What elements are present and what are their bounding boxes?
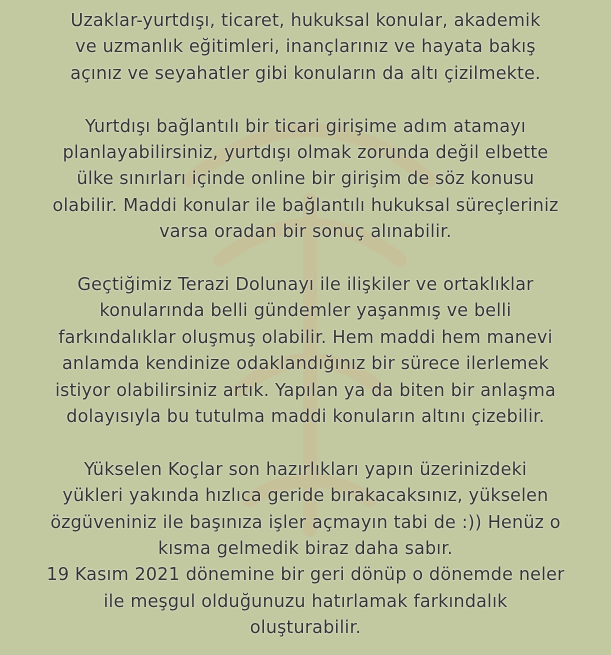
text-line: ülke sınırları içinde online bir girişim de söz konusu [76,169,535,190]
text-line: kısma gelmedik biraz daha sabır. [158,539,453,560]
text-line: Yükselen Koçlar son hazırlıkları yapın üzerinizdeki [84,459,527,480]
text-line: açınız ve seyahatler gibi konuların da altı çizilmekte. [70,63,541,84]
paragraph-spacer [0,246,611,272]
paragraph-1 [0,8,611,87]
text-line: ile meşgul olduğunuzu hatırlamak farkındalık [103,591,508,612]
text-line: konularında belli gündemler yaşanmış ve belli [99,301,512,322]
text-line: Uzaklar-yurtdışı, ticaret, hukuksal konular, akademik [70,11,541,31]
text-line: olabilir. Maddi konular ile bağlantılı hukuksal süreçleriniz [52,195,559,216]
paragraph-3 [0,272,611,430]
paragraph-spacer [0,430,611,456]
text-line: planlayabilirsiniz, yurtdışı olmak zorunda değil elbette [62,143,549,164]
text-line: yükleri yakında hızlıca geride bırakacaksınız, yükselen [62,486,549,507]
text-block [0,8,611,642]
text-line: 19 Kasım 2021 dönemine bir geri dönüp o dönemde neler [46,565,565,586]
text-line: özgüveniniz ile başınıza işler açmayın tabi de :)) Henüz o [50,512,561,533]
text-line: oluşturabilir. [249,618,362,639]
text-line: dolayısıyla bu tutulma maddi konuların altını çizebilir. [66,407,545,428]
paragraph-4 [0,457,611,642]
text-line: Geçtiğimiz Terazi Dolunayı ile ilişkiler ve ortaklıklar [77,275,534,296]
text-line: ve uzmanlık eğitimleri, inançlarınız ve hayata bakış [75,37,536,58]
text-line: farkındalıklar oluşmuş olabilir. Hem maddi hem manevi [58,327,553,348]
paragraph-2 [0,114,611,246]
paragraph-spacer [0,87,611,113]
text-line: varsa oradan bir sonuç alınabilir. [159,222,452,243]
text-line: istiyor olabilirsiniz artık. Yapılan ya da biten bir anlaşma [55,380,556,401]
text-line: anlamda kendinize odaklandığınız bir sürece ilerlemek [62,354,549,375]
text-line: Yurtdışı bağlantılı bir ticari girişime adım atamayı [85,116,526,137]
